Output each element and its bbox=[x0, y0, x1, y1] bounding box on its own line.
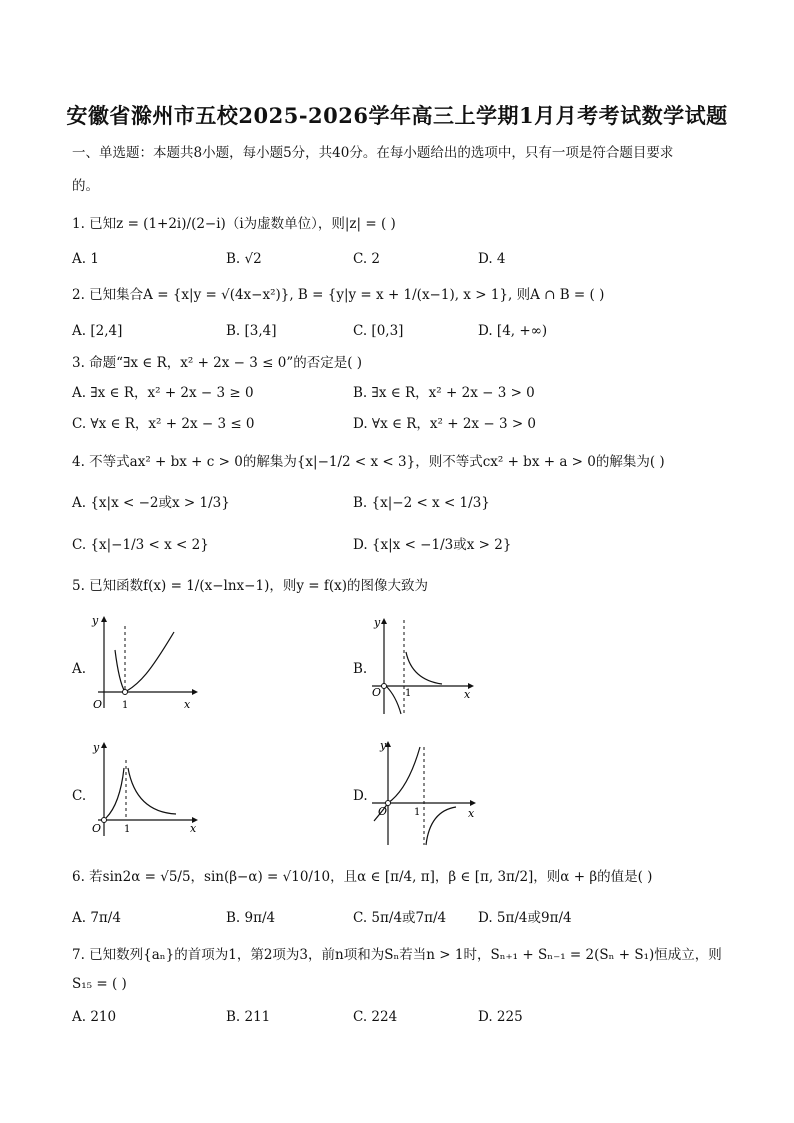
question-3-option-c: C. ∀x ∈ R，x² + 2x − 3 ≤ 0 bbox=[72, 416, 255, 432]
graph-d-tick-1: 1 bbox=[414, 807, 421, 818]
section-heading-cont: 的。 bbox=[72, 178, 99, 194]
question-5-option-c-label: C. bbox=[72, 788, 87, 804]
question-6-option-b: B. 9π/4 bbox=[226, 910, 276, 926]
question-2-option-b: B. [3,4] bbox=[226, 323, 277, 339]
graph-d-y-label: y bbox=[380, 739, 387, 752]
question-4-option-d: D. {x|x < −1/3或x > 2} bbox=[353, 537, 512, 553]
question-4-option-b: B. {x|−2 < x < 1/3} bbox=[353, 495, 490, 511]
graph-option-a bbox=[88, 612, 200, 712]
question-5-stem: 5. 已知函数f(x) = 1/(x−lnx−1)，则y = f(x)的图像大致为 bbox=[72, 578, 428, 594]
question-3-stem: 3. 命题“∃x ∈ R，x² + 2x − 3 ≤ 0”的否定是( ) bbox=[72, 355, 363, 371]
question-2-option-a: A. [2,4] bbox=[72, 323, 123, 339]
graph-b-y-label: y bbox=[374, 616, 381, 629]
question-6-option-a: A. 7π/4 bbox=[72, 910, 121, 926]
graph-option-b bbox=[368, 614, 478, 718]
graph-b-x-label: x bbox=[464, 688, 471, 701]
question-2-stem: 2. 已知集合A = {x|y = √(4x−x²)}, B = {y|y = x + 1/(x−1), x > 1}, 则A ∩ B = ( ) bbox=[72, 287, 605, 303]
question-4-option-c: C. {x|−1/3 < x < 2} bbox=[72, 537, 209, 553]
question-2-option-d: D. [4, +∞) bbox=[478, 323, 548, 339]
question-1-option-c: C. 2 bbox=[353, 251, 381, 267]
question-3-option-b: B. ∃x ∈ R，x² + 2x − 3 > 0 bbox=[353, 385, 535, 401]
question-7-option-b: B. 211 bbox=[226, 1009, 271, 1025]
question-5-option-d-label: D. bbox=[353, 788, 368, 804]
graph-d-x-label: x bbox=[468, 807, 475, 820]
graph-b-tick-1: 1 bbox=[405, 688, 412, 699]
graph-c-tick-1: 1 bbox=[124, 824, 131, 835]
question-7-option-a: A. 210 bbox=[72, 1009, 117, 1025]
question-1-option-b: B. √2 bbox=[226, 251, 262, 267]
section-heading: 一、单选题：本题共8小题，每小题5分，共40分。在每小题给出的选项中，只有一项是符合题目要求 bbox=[72, 145, 674, 161]
question-1-option-a: A. 1 bbox=[72, 251, 99, 267]
graph-c-y-label: y bbox=[93, 741, 100, 754]
graph-option-c bbox=[90, 738, 202, 838]
question-2-option-c: C. [0,3] bbox=[353, 323, 404, 339]
graph-c-origin: O bbox=[92, 822, 102, 835]
question-7-stem-cont: S₁₅ = ( ) bbox=[72, 976, 127, 992]
graph-option-d bbox=[368, 737, 480, 849]
graph-a-x-label: x bbox=[184, 698, 191, 711]
question-1-stem: 1. 已知z = (1+2i)/(2−i)（i为虚数单位），则|z| = ( ) bbox=[72, 216, 396, 232]
question-4-option-a: A. {x|x < −2或x > 1/3} bbox=[72, 495, 230, 511]
question-4-stem: 4. 不等式ax² + bx + c > 0的解集为{x|−1/2 < x < 3}，则不等式cx² + bx + a > 0的解集为( ) bbox=[72, 454, 665, 470]
page-title: 安徽省滁州市五校2025-2026学年高三上学期1月月考考试数学试题 bbox=[66, 103, 728, 128]
question-6-stem: 6. 若sin2α = √5/5，sin(β−α) = √10/10，且α ∈ [π/4, π]，β ∈ [π, 3π/2]，则α + β的值是( ) bbox=[72, 869, 653, 885]
question-3-option-d: D. ∀x ∈ R，x² + 2x − 3 > 0 bbox=[353, 416, 537, 432]
question-6-option-d: D. 5π/4或9π/4 bbox=[478, 910, 572, 926]
graph-c-x-label: x bbox=[190, 822, 197, 835]
question-5-option-b-label: B. bbox=[353, 661, 368, 677]
graph-a-tick-1: 1 bbox=[122, 700, 129, 711]
graph-d-origin: O bbox=[378, 805, 388, 818]
question-7-option-c: C. 224 bbox=[353, 1009, 398, 1025]
graph-a-y-label: y bbox=[92, 614, 99, 627]
question-1-option-d: D. 4 bbox=[478, 251, 506, 267]
question-6-option-c: C. 5π/4或7π/4 bbox=[353, 910, 447, 926]
question-7-stem: 7. 已知数列{aₙ}的首项为1，第2项为3，前n项和为Sₙ若当n > 1时，Sₙ₊₁ + Sₙ₋₁ = 2(Sₙ + S₁)恒成立，则 bbox=[72, 947, 722, 963]
question-3-option-a: A. ∃x ∈ R，x² + 2x − 3 ≥ 0 bbox=[72, 385, 254, 401]
graph-b-origin: O bbox=[372, 686, 382, 699]
question-5-option-a-label: A. bbox=[72, 661, 87, 677]
question-7-option-d: D. 225 bbox=[478, 1009, 523, 1025]
graph-a-origin: O bbox=[93, 698, 103, 711]
